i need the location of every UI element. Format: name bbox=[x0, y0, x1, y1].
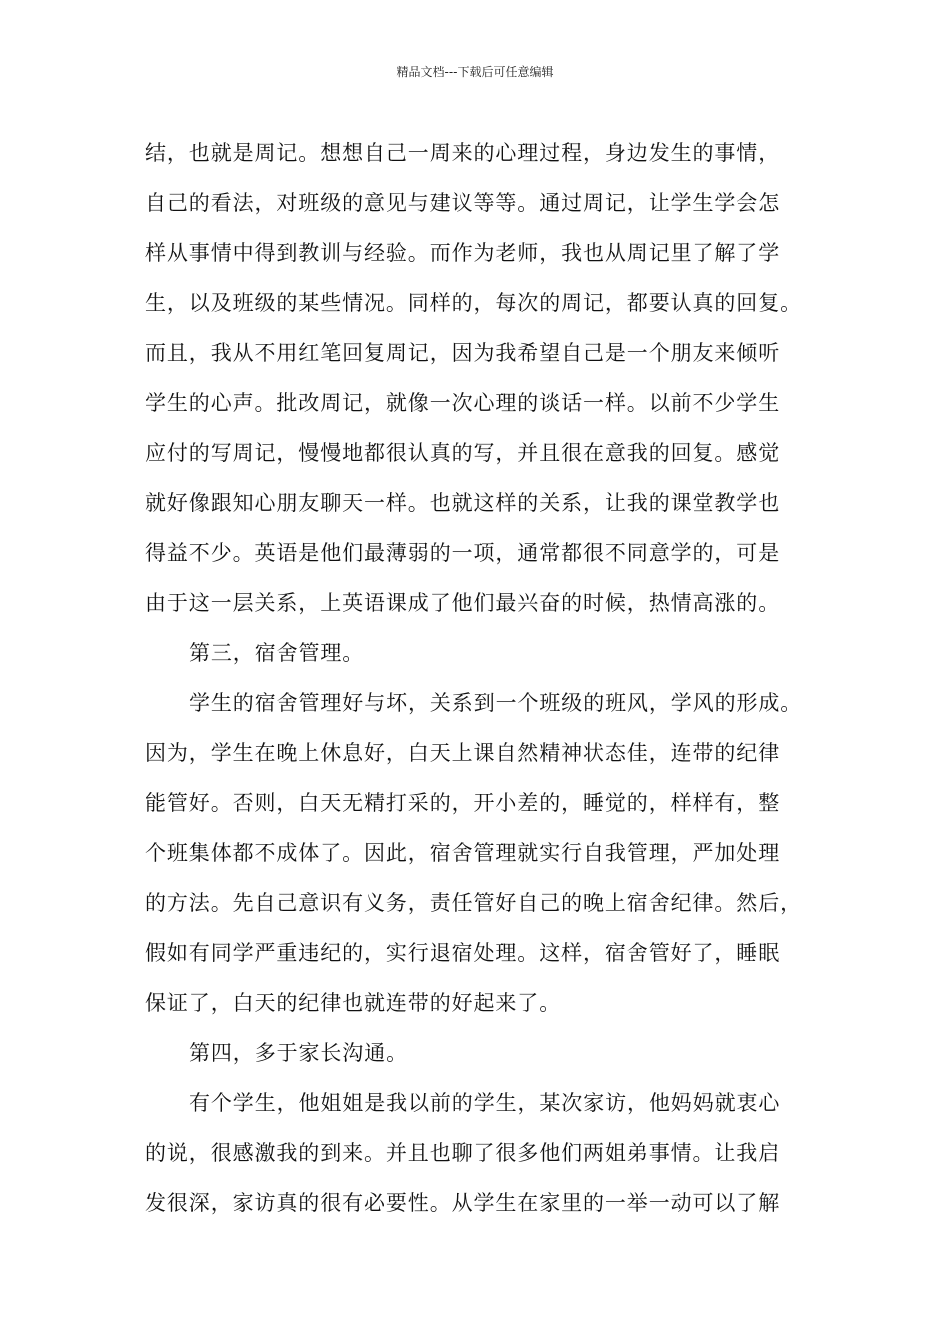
text-line: 自己的看法，对班级的意见与建议等等。通过周记，让学生学会怎 bbox=[145, 191, 781, 215]
text-line: 样从事情中得到教训与经验。而作为老师，我也从周记里了解了学 bbox=[145, 241, 781, 265]
text-line: 个班集体都不成体了。因此，宿舍管理就实行自我管理，严加处理 bbox=[145, 841, 781, 865]
text-line: 发很深，家访真的很有必要性。从学生在家里的一举一动可以了解 bbox=[145, 1191, 781, 1215]
text-line: 结，也就是周记。想想自己一周来的心理过程，身边发生的事情， bbox=[145, 141, 781, 165]
text-line: 生，以及班级的某些情况。同样的，每次的周记，都要认真的回复。 bbox=[145, 291, 802, 315]
text-line: 的说，很感激我的到来。并且也聊了很多他们两姐弟事情。让我启 bbox=[145, 1141, 781, 1165]
text-line: 因为，学生在晚上休息好，白天上课自然精神状态佳，连带的纪律 bbox=[145, 741, 781, 765]
text-line: 保证了，白天的纪律也就连带的好起来了。 bbox=[145, 991, 562, 1015]
text-line: 的方法。先自己意识有义务，责任管好自己的晚上宿舍纪律。然后， bbox=[145, 891, 802, 915]
text-line: 应付的写周记，慢慢地都很认真的写，并且很在意我的回复。感觉 bbox=[145, 441, 781, 465]
text-line: 由于这一层关系，上英语课成了他们最兴奋的时候，热情高涨的。 bbox=[145, 591, 781, 615]
text-line: 能管好。否则，白天无精打采的，开小差的，睡觉的，样样有，整 bbox=[145, 791, 781, 815]
page-header: 精品文档---下载后可任意编辑 bbox=[396, 65, 554, 79]
section-heading-line: 第四，多于家长沟通。 bbox=[189, 1041, 408, 1065]
text-line: 假如有同学严重违纪的，实行退宿处理。这样，宿舍管好了，睡眠 bbox=[145, 941, 781, 965]
text-line: 得益不少。英语是他们最薄弱的一项，通常都很不同意学的，可是 bbox=[145, 541, 781, 565]
paragraph-start-line: 有个学生，他姐姐是我以前的学生，某次家访，他妈妈就衷心 bbox=[189, 1091, 781, 1115]
text-line: 而且，我从不用红笔回复周记，因为我希望自己是一个朋友来倾听 bbox=[145, 341, 781, 365]
text-line: 就好像跟知心朋友聊天一样。也就这样的关系，让我的课堂教学也 bbox=[145, 491, 781, 515]
text-line: 学生的心声。批改周记，就像一次心理的谈话一样。以前不少学生 bbox=[145, 391, 781, 415]
document-body bbox=[145, 128, 821, 1228]
section-heading-line: 第三，宿舍管理。 bbox=[189, 641, 365, 665]
paragraph-start-line: 学生的宿舍管理好与坏，关系到一个班级的班风，学风的形成。 bbox=[189, 691, 803, 715]
